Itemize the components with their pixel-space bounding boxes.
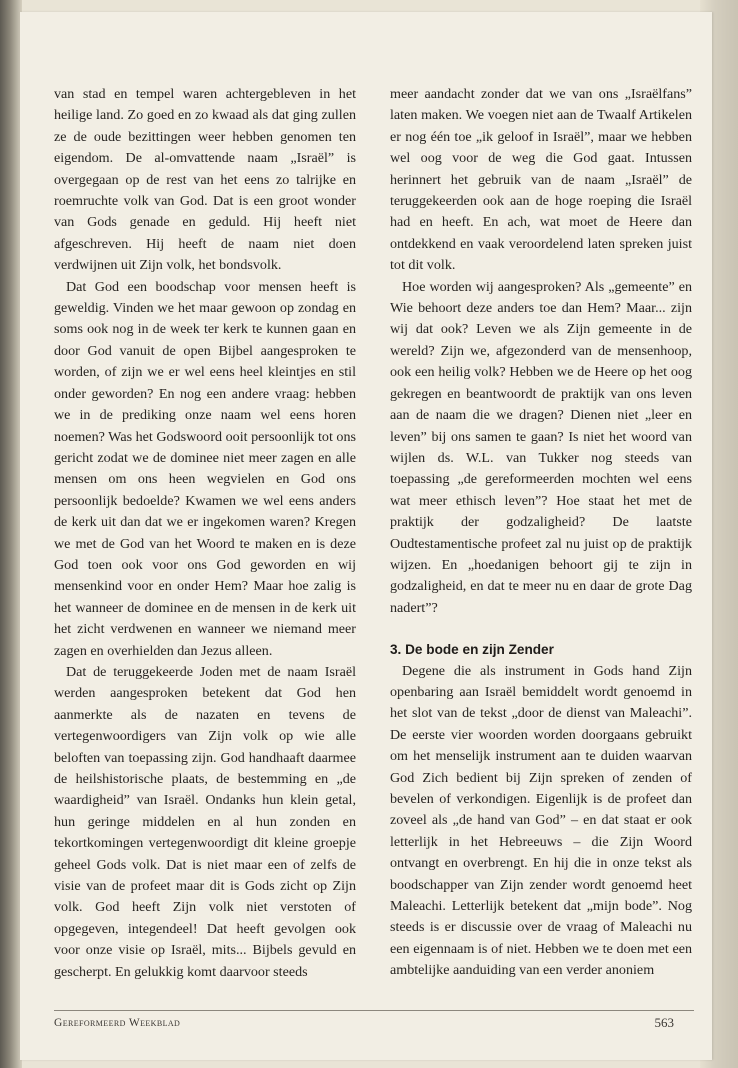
paragraph: Hoe worden wij aangesproken? Als „gemeente” en Wie behoort deze anders toe dan Hem? Maar... zijn wij dat ook? Leven we als Zijn gemeente in de wereld? Zijn we, afgezonderd van de mensenhoop, ook een heilig volk? Hebben we de Heere op het oog gekregen en beantwoordt de praktijk van ons leven aan de naam die we dragen? Dienen niet „leer en leven” bij ons samen te gaan? Is niet het woord van wijlen ds. W.L. van Tukker nog steeds van toepassing „de gereformeerden mochten wel eens wat meer ethisch leven”? Hoe staat het met de praktijk der godzaligheid? De laatste Oudtestamentische profeet zal nu juist op de praktijk wijzen. En „hoedanigen behoort gij te zijn in godzaligheid, en dat te meer nu en daar de grote Dag nadert”? [390,278,692,616]
page-number: 563 [654,1015,674,1030]
paragraph: van stad en tempel waren achtergebleven in het heilige land. Zo goed en zo kwaad als dat ging zullen ze de oude bezittingen weer hebben genomen ten eigendom. De al-omvattende naam „Israël” is overgegaan op de rest van het eens zo talrijke en roemruchte volk van God. Dat is een groot wonder van Gods genade en geduld. Hij heeft niet afgeschreven. Hij heeft de naam niet doen verdwijnen uit Zijn volk, het bondsvolk. [54,86,356,274]
publication-name: Gereformeerd Weekblad [54,1017,181,1029]
paragraph: Dat God een boodschap voor mensen heeft is geweldig. Vinden we het maar gewoon op zondag en soms ook nog in de week ter kerk te kunnen gaan en door God vanuit de open Bijbel aangesproken te worden, of zijn we er wel eens heel kleintjes en stil onder geworden? En nog een andere vraag: hebben we in de prediking onze naam wel eens horen noemen? Was het Godswoord ooit persoonlijk tot ons gericht zodat we de dominee niet meer zagen en alle mensen om ons heen wegvielen en God ons persoonlijk bedoelde? Kwamen we wel eens anders de kerk uit dan dat we er ingekomen waren? Kregen we met de God van het Woord te maken en is deze God toen ook voor ons God geworden en wij mensenkind voor en onder Hem? Maar hoe zalig is het wanneer de dominee en de mensen in de kerk uit het zicht verdwenen en wanneer we niemand meer zagen en overhielden dan Jezus alleen. [54,278,356,659]
paragraph: meer aandacht zonder dat we van ons „Israëlfans” laten maken. We voegen niet aan de Twaalf Artikelen er nog één toe „ik geloof in Israël”, maar we hebben wel oog voor de weg die God gaat. Intussen herinnert het gebruik van de naam „Israël” de teruggekeerden ook aan de hoge roeping die Israël had en heeft. En ach, wat moet de Heere dan ontdekkend en vaak veroordelend laten spreken juist tot dit volk. [390,86,692,274]
right-column [390,84,692,982]
paragraph: Dat de teruggekeerde Joden met de naam Israël werden aangesproken betekent dat God hen aanmerkte als de nazaten en tevens de vertegenwoordigers van Zijn volk op wie alle beloften van toepassing zijn. God handhaaft daarmee de heilshistorische plaats, de bestemming en „de waardigheid” van Israël. Ondanks hun klein getal, hun geringe middelen en al hun zonden en tekortkomingen vertegenwoordigt dit kleine groepje geheel Gods volk. Dat is niet maar een of zelfs de visie van de profeet maar dit is Gods zicht op Zijn volk. God heeft Zijn volk niet verstoten of opgegeven, integendeel! Dat heeft gevolgen ook voor onze visie op Israël, mits... Bijbels gevuld en gescherpt. En gelukkig komt daarvoor steeds [54,663,356,980]
left-column [54,84,356,983]
section-heading: 3. De bode en zijn Zender [390,642,554,658]
footer-rule [54,1010,694,1011]
book-spine-shadow [0,0,22,1068]
magazine-page [20,12,712,1060]
paragraph: Degene die als instrument in Gods hand Zijn openbaring aan Israël bemiddelt wordt genoemd in het slot van de tekst „door de dienst van Maleachi”. De eerste vier woorden worden doorgaans gebruikt om het menselijk instrument aan te duiden waarvan God Zich bedient bij Zijn spreken of zenden of bevelen of verkondigen. Eigenlijk is de profeet dan zoveel als „de hand van God” – en dat staat er ook letterlijk in het Hebreeuws – die Zijn Woord ontvangt en overbrengt. En hij die in onze tekst als boodschapper van Zijn zender wordt genoemd heet Maleachi. Letterlijk betekent dat „mijn bode”. Nog steeds is er discussie over de vraag of Maleachi nu een eigennaam is of niet. Hebben we te doen met een ambtelijke aanduiding van een verder anoniem [390,662,692,979]
